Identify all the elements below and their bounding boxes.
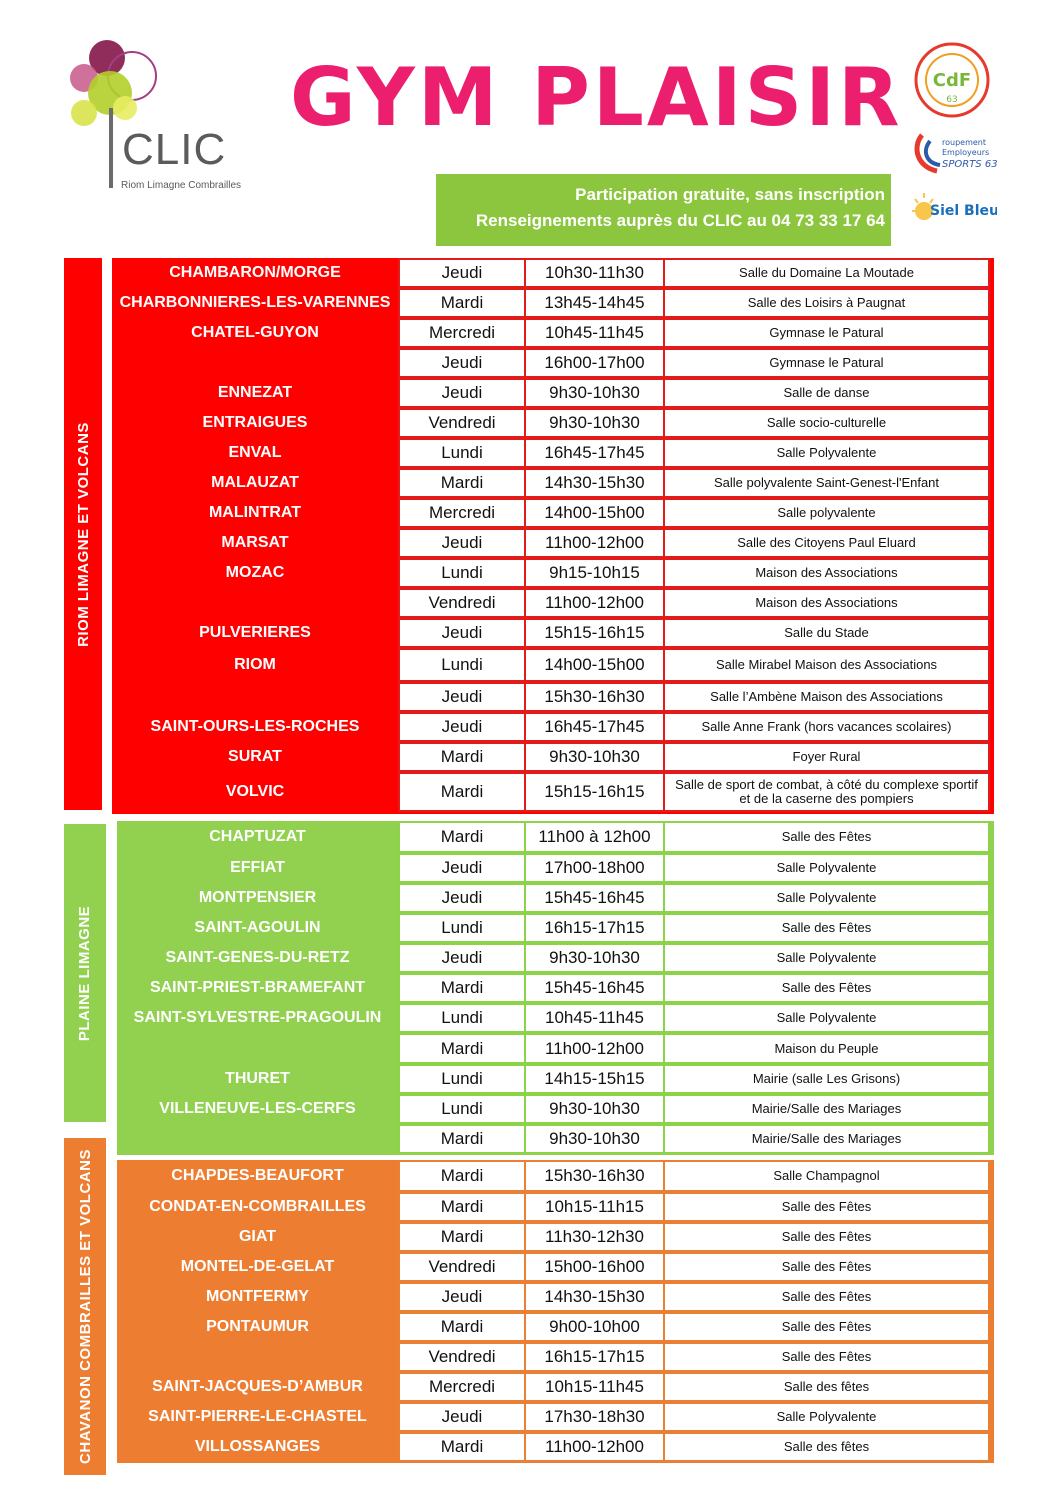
day-cell: Jeudi [398, 258, 526, 288]
town-cell [117, 1033, 398, 1064]
place-cell: Salle des Fêtes [663, 1342, 990, 1372]
day-cell: Jeudi [398, 1282, 526, 1312]
section-table-riom [112, 258, 994, 814]
time-cell: 17h30-18h30 [524, 1402, 665, 1432]
table-row [117, 1192, 990, 1222]
place-cell: Maison des Associations [663, 588, 990, 618]
place-cell: Salle des fêtes [663, 1432, 990, 1462]
town-cell: MONTFERMY [205, 1288, 310, 1305]
place-cell: Maison des Associations [663, 558, 990, 588]
day-cell: Mardi [398, 1124, 526, 1154]
day-cell: Jeudi [398, 348, 526, 378]
table-row [112, 258, 990, 288]
day-cell: Jeudi [398, 378, 526, 408]
table-row [112, 348, 990, 378]
town-cell: CHATEL-GUYON [191, 324, 319, 341]
town-cell: SAINT-PRIEST-BRAMEFANT [149, 979, 366, 996]
time-cell: 11h00-12h00 [524, 588, 665, 618]
day-cell: Mardi [398, 288, 526, 318]
time-cell: 9h30-10h30 [524, 943, 665, 973]
town-cell: CHAPDES-BEAUFORT [171, 1167, 344, 1184]
town-cell: SAINT-SYLVESTRE-PRAGOULIN [133, 1009, 382, 1026]
place-cell: Gymnase le Patural [663, 318, 990, 348]
place-cell: Salle Mirabel Maison des Associations [663, 648, 990, 682]
day-cell: Lundi [398, 1064, 526, 1094]
place-cell: Salle des Fêtes [663, 913, 990, 943]
section-table-chavanon [117, 1160, 994, 1463]
table-row [117, 853, 990, 883]
town-cell: CONDAT-EN-COMBRAILLES [149, 1198, 366, 1215]
day-cell: Jeudi [398, 682, 526, 712]
place-cell: Salle du Stade [663, 618, 990, 648]
place-cell: Salle polyvalente Saint-Genest-l'Enfant [663, 468, 990, 498]
section-name: PLAINE LIMAGNE [76, 905, 94, 1041]
place-cell: Foyer Rural [663, 742, 990, 772]
table-row [112, 558, 990, 588]
day-cell: Vendredi [398, 408, 526, 438]
time-cell: 11h00-12h00 [524, 1033, 665, 1064]
town-cell: SAINT-AGOULIN [194, 919, 321, 936]
town-cell [117, 1342, 398, 1372]
time-cell: 11h00-12h00 [524, 1432, 665, 1462]
day-cell: Lundi [398, 1094, 526, 1124]
time-cell: 11h00 à 12h00 [524, 821, 665, 853]
place-cell: Salle des Fêtes [663, 973, 990, 1003]
day-cell: Mardi [398, 1033, 526, 1064]
town-cell: ENTRAIGUES [202, 414, 308, 431]
place-cell: Salle Polyvalente [663, 1003, 990, 1033]
table-row [117, 1402, 990, 1432]
page-title: GYM PLAISIR [290, 51, 903, 144]
day-cell: Mardi [398, 1432, 526, 1462]
place-cell: Salle Polyvalente [663, 943, 990, 973]
time-cell: 10h15-11h15 [524, 1192, 665, 1222]
day-cell: Mercredi [398, 498, 526, 528]
time-cell: 9h15-10h15 [524, 558, 665, 588]
day-cell: Jeudi [398, 943, 526, 973]
clic-name: CLIC [122, 125, 227, 174]
time-cell: 10h45-11h45 [524, 1003, 665, 1033]
time-cell: 9h30-10h30 [524, 1094, 665, 1124]
svg-text:roupement: roupement [942, 138, 986, 147]
info-box [436, 174, 891, 246]
info-line-2: Renseignements auprès du CLIC au 04 73 33 17 64 [475, 211, 885, 230]
svg-text:CdF: CdF [932, 70, 972, 91]
time-cell: 14h15-15h15 [524, 1064, 665, 1094]
day-cell: Vendredi [398, 588, 526, 618]
section-label-riom [64, 258, 102, 810]
table-row [117, 1222, 990, 1252]
town-cell: PONTAUMUR [206, 1318, 309, 1335]
table-row [117, 1064, 990, 1094]
table-row [117, 821, 990, 853]
time-cell: 16h00-17h00 [524, 348, 665, 378]
town-cell: VILLOSSANGES [194, 1438, 321, 1455]
table-row [112, 712, 990, 742]
day-cell: Jeudi [398, 712, 526, 742]
day-cell: Jeudi [398, 528, 526, 558]
table-row [117, 1160, 990, 1192]
town-cell [112, 588, 398, 618]
table-row [117, 1252, 990, 1282]
place-cell: Salle des fêtes [663, 1372, 990, 1402]
day-cell: Mardi [398, 1192, 526, 1222]
table-row [117, 1124, 990, 1154]
table-row [112, 498, 990, 528]
time-cell: 15h30-16h30 [524, 1160, 665, 1192]
place-cell: Salle socio-culturelle [663, 408, 990, 438]
place-cell: Gymnase le Patural [663, 348, 990, 378]
svg-text:SPORTS 63: SPORTS 63 [942, 159, 997, 170]
time-cell: 9h00-10h00 [524, 1312, 665, 1342]
table-row [117, 1282, 990, 1312]
svg-text:Siel Bleu: Siel Bleu [930, 203, 997, 219]
table-row [117, 883, 990, 913]
day-cell: Mardi [398, 1222, 526, 1252]
place-cell: Mairie/Salle des Mariages [663, 1094, 990, 1124]
time-cell: 9h30-10h30 [524, 408, 665, 438]
time-cell: 15h30-16h30 [524, 682, 665, 712]
place-cell: Mairie (salle Les Grisons) [663, 1064, 990, 1094]
time-cell: 14h00-15h00 [524, 648, 665, 682]
town-cell: MARSAT [221, 534, 289, 551]
table-row [117, 913, 990, 943]
table-row [112, 528, 990, 558]
time-cell: 16h45-17h45 [524, 438, 665, 468]
place-cell: Salle l’Ambène Maison des Associations [663, 682, 990, 712]
time-cell: 10h45-11h45 [524, 318, 665, 348]
table-row [112, 468, 990, 498]
town-cell: EFFIAT [230, 859, 285, 876]
town-cell: SAINT-PIERRE-LE-CHASTEL [148, 1408, 367, 1425]
day-cell: Lundi [398, 438, 526, 468]
day-cell: Mercredi [398, 1372, 526, 1402]
time-cell: 14h00-15h00 [524, 498, 665, 528]
table-row [112, 618, 990, 648]
place-cell: Salle des Citoyens Paul Eluard [663, 528, 990, 558]
info-line-1: Participation gratuite, sans inscription [575, 185, 885, 204]
time-cell: 10h30-11h30 [524, 258, 665, 288]
time-cell: 13h45-14h45 [524, 288, 665, 318]
time-cell: 16h15-17h15 [524, 913, 665, 943]
town-cell: PULVERIERES [199, 624, 311, 641]
town-cell: CHARBONNIERES-LES-VARENNES [119, 294, 391, 311]
table-row [112, 772, 990, 812]
table-row [117, 1033, 990, 1064]
table-row [112, 378, 990, 408]
table-row [112, 648, 990, 682]
day-cell: Lundi [398, 648, 526, 682]
town-cell: MALINTRAT [208, 504, 302, 521]
day-cell: Jeudi [398, 618, 526, 648]
day-cell: Jeudi [398, 883, 526, 913]
time-cell: 9h30-10h30 [524, 742, 665, 772]
town-cell: ENNEZAT [217, 384, 293, 401]
place-cell: Salle de danse [663, 378, 990, 408]
place-cell: Salle Polyvalente [663, 1402, 990, 1432]
day-cell: Vendredi [398, 1252, 526, 1282]
day-cell: Mardi [398, 772, 526, 812]
town-cell: MALAUZAT [211, 474, 299, 491]
place-cell: Salle Polyvalente [663, 853, 990, 883]
town-cell: RIOM [234, 656, 276, 673]
table-row [117, 943, 990, 973]
town-cell: MOZAC [225, 564, 285, 581]
place-cell: Salle des Fêtes [663, 821, 990, 853]
day-cell: Mardi [398, 973, 526, 1003]
table-row [117, 1003, 990, 1033]
town-cell [117, 1124, 398, 1154]
day-cell: Lundi [398, 558, 526, 588]
table-row [112, 682, 990, 712]
svg-text:Employeurs: Employeurs [942, 148, 990, 157]
section-label-chavanon [64, 1138, 106, 1475]
section-name: RIOM LIMAGNE ET VOLCANS [74, 421, 92, 647]
svg-text:63: 63 [946, 95, 958, 105]
time-cell: 16h45-17h45 [524, 712, 665, 742]
table-row [117, 1094, 990, 1124]
town-cell: GIAT [238, 1228, 277, 1245]
day-cell: Mardi [398, 1160, 526, 1192]
place-cell: Salle de sport de combat, à côté du complexe sportif et de la caserne des pompiers [663, 772, 990, 812]
time-cell: 15h15-16h15 [524, 618, 665, 648]
town-cell: MONTEL-DE-GELAT [180, 1258, 335, 1275]
day-cell: Lundi [398, 913, 526, 943]
time-cell: 15h00-16h00 [524, 1252, 665, 1282]
time-cell: 15h45-16h45 [524, 883, 665, 913]
town-cell: VOLVIC [225, 783, 285, 800]
town-cell: SAINT-OURS-LES-ROCHES [150, 718, 360, 735]
table-row [117, 1432, 990, 1462]
place-cell: Salle des Loisirs à Paugnat [663, 288, 990, 318]
time-cell: 11h00-12h00 [524, 528, 665, 558]
table-row [112, 438, 990, 468]
table-row [112, 288, 990, 318]
table-row [112, 318, 990, 348]
day-cell: Vendredi [398, 1342, 526, 1372]
place-cell: Salle Champagnol [663, 1160, 990, 1192]
place-cell: Salle des Fêtes [663, 1252, 990, 1282]
time-cell: 16h15-17h15 [524, 1342, 665, 1372]
town-cell: SAINT-JACQUES-D’AMBUR [152, 1378, 363, 1395]
table-row [112, 588, 990, 618]
time-cell: 11h30-12h30 [524, 1222, 665, 1252]
section-table-plaine [117, 821, 994, 1155]
section-name: CHAVANON COMBRAILLES ET VOLCANS [76, 1149, 94, 1464]
time-cell: 9h30-10h30 [524, 378, 665, 408]
day-cell: Mardi [398, 1312, 526, 1342]
town-cell: VILLENEUVE-LES-CERFS [159, 1100, 356, 1117]
town-cell [112, 348, 398, 378]
section-label-plaine [64, 824, 106, 1122]
day-cell: Mercredi [398, 318, 526, 348]
place-cell: Salle du Domaine La Moutade [663, 258, 990, 288]
place-cell: Salle des Fêtes [663, 1192, 990, 1222]
day-cell: Lundi [398, 1003, 526, 1033]
time-cell: 14h30-15h30 [524, 468, 665, 498]
place-cell: Salle Anne Frank (hors vacances scolaires) [663, 712, 990, 742]
town-cell: SURAT [228, 748, 282, 765]
town-cell: MONTPENSIER [198, 889, 317, 906]
place-cell: Salle des Fêtes [663, 1222, 990, 1252]
day-cell: Jeudi [398, 853, 526, 883]
place-cell: Salle des Fêtes [663, 1312, 990, 1342]
place-cell: Maison du Peuple [663, 1033, 990, 1064]
place-cell: Mairie/Salle des Mariages [663, 1124, 990, 1154]
cdf-logo [912, 40, 992, 120]
time-cell: 14h30-15h30 [524, 1282, 665, 1312]
town-cell: THURET [225, 1070, 290, 1087]
table-row [112, 408, 990, 438]
table-row [117, 1312, 990, 1342]
town-cell: SAINT-GENES-DU-RETZ [165, 949, 350, 966]
time-cell: 10h15-11h45 [524, 1372, 665, 1402]
time-cell: 15h45-16h45 [524, 973, 665, 1003]
table-row [112, 742, 990, 772]
table-row [117, 1342, 990, 1372]
place-cell: Salle Polyvalente [663, 883, 990, 913]
town-cell [112, 682, 398, 712]
table-row [117, 973, 990, 1003]
town-cell: ENVAL [228, 444, 282, 461]
place-cell: Salle des Fêtes [663, 1282, 990, 1312]
siel-bleu-logo [912, 185, 997, 230]
groupement-employeurs-logo [912, 127, 997, 177]
day-cell: Mardi [398, 821, 526, 853]
day-cell: Jeudi [398, 1402, 526, 1432]
place-cell: Salle Polyvalente [663, 438, 990, 468]
time-cell: 17h00-18h00 [524, 853, 665, 883]
town-cell: CHAPTUZAT [209, 828, 306, 845]
clic-subtitle: Riom Limagne Combrailles [121, 180, 242, 191]
time-cell: 9h30-10h30 [524, 1124, 665, 1154]
table-row [117, 1372, 990, 1402]
place-cell: Salle polyvalente [663, 498, 990, 528]
town-cell: CHAMBARON/MORGE [169, 264, 341, 281]
day-cell: Mardi [398, 468, 526, 498]
time-cell: 15h15-16h15 [524, 772, 665, 812]
day-cell: Mardi [398, 742, 526, 772]
